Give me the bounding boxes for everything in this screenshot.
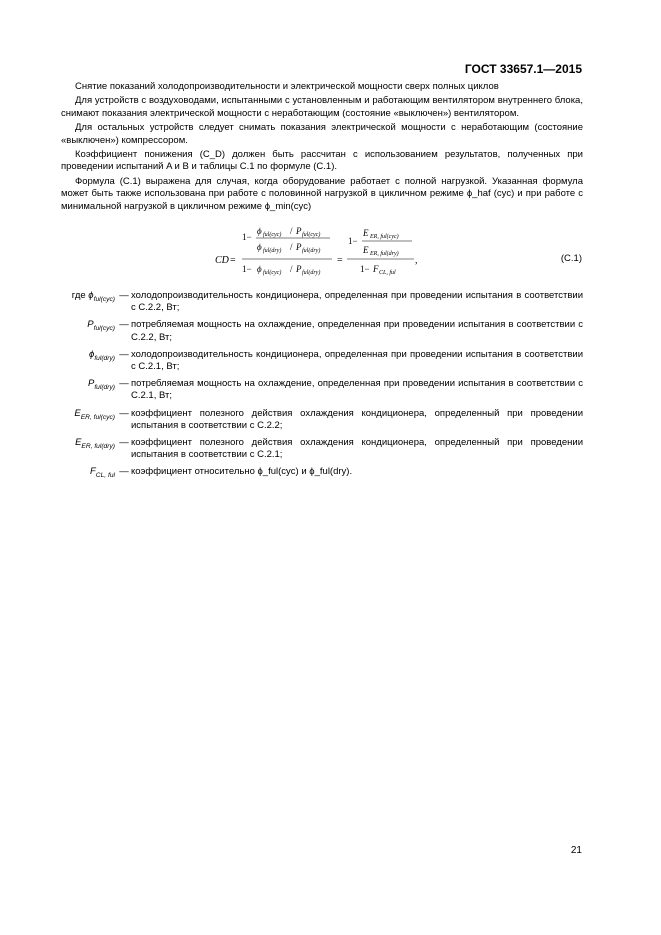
page-number: 21 — [570, 845, 582, 856]
formula-phi-cyc-bot: ϕ — [257, 264, 262, 274]
definition-text: коэффициент полезного действия охлаждения кондиционера, определенный при проведении испытания в соответствии с C.2.1; — [131, 437, 583, 461]
paragraph-5: Формула (C.1) выражена для случая, когда оборудование работает с полной нагрузкой. Указанная формула может быть также использована при работе с половинной нагрузкой в цикличном режиме ϕ_haf (cyc) и при работе с минимальной нагрузкой в цикличном режиме ϕ_min(cyc) — [61, 175, 583, 212]
formula-p-dry-bot: P — [296, 264, 302, 274]
definition-row — [41, 349, 583, 373]
document-header: ГОСТ 33657.1—2015 — [464, 62, 582, 76]
definition-text: холодопроизводительность кондиционера, определенная при проведении испытания в соответствии с C.2.2, Вт; — [131, 290, 583, 314]
formula-one-minus-1: 1− — [242, 232, 252, 242]
formula-lhs: CD — [215, 255, 229, 266]
formula-equals-2: = — [337, 255, 343, 266]
formula-p-cyc-top: P — [296, 226, 302, 236]
formula-p-dry-top-sub: ful(dry) — [302, 248, 321, 254]
definition-text: потребляемая мощность на охлаждение, определенная при проведении испытания в соответствии с C.2.1, Вт; — [131, 378, 583, 402]
definition-symbol: $F_{CL, ful}$ — [89, 466, 115, 480]
formula-slash-2: / — [290, 242, 293, 252]
formula-number: (C.1) — [560, 253, 582, 264]
definitions-list — [41, 290, 583, 488]
paragraph-1: Снятие показаний холодопроизводительности и электрической мощности сверх полных циклов — [75, 81, 499, 92]
paragraph-3: Для остальных устройств следует снимать показания электрической мощности с неработающим (состояние «выключен») компрессором. — [61, 122, 583, 146]
formula-e-cyc-sub: ER, ful(cyc) — [370, 234, 399, 240]
formula-phi-dry-top: ϕ — [257, 242, 262, 252]
formula-comma: , — [415, 255, 418, 266]
definition-symbol: $E_{ER, ful(dry)}$ — [75, 437, 115, 450]
formula-e-cyc: E — [363, 228, 369, 238]
formula-one-minus-2: 1− — [242, 264, 252, 274]
formula-one-minus-4: 1− — [360, 264, 370, 274]
paragraph-2: Для устройств с воздуховодами, испытанными с установленным и работающим вентилятором внутреннего блока, снимают показания электрической мощности с неработающим (состояние «выключен») вентилятором. — [61, 95, 583, 119]
formula-c1 — [210, 222, 590, 292]
definition-symbol: $E_{ER, ful(cyc)}$ — [74, 407, 115, 421]
definition-row — [41, 437, 583, 461]
definition-dash: — — [119, 290, 129, 301]
definition-dash: — — [119, 407, 129, 419]
definition-text: коэффициент относительно ϕ_ful(cyc) и ϕ_ful(dry). — [131, 466, 353, 478]
formula-one-minus-3: 1− — [348, 236, 358, 246]
formula-phi-cyc-top: ϕ — [257, 226, 262, 236]
formula-phi-cyc-bot-sub: ful(cyc) — [263, 270, 282, 276]
body-text — [61, 81, 583, 215]
definition-text: холодопроизводительность кондиционера, определенная при проведении испытания в соответствии с C.2.1, Вт; — [131, 348, 583, 373]
formula-equals-1: = — [230, 255, 236, 266]
definition-symbol: $P_{ful(cyc)}$ — [87, 319, 115, 333]
formula-slash-1: / — [290, 226, 293, 236]
definition-text: коэффициент полезного действия охлаждения кондиционера, определенный при проведении испытания в соответствии с C.2.2; — [131, 407, 583, 431]
definition-dash: — — [119, 319, 129, 331]
definition-dash: — — [119, 466, 129, 478]
formula-e-dry-sub: ER, ful(dry) — [370, 251, 399, 257]
formula-p-dry-bot-sub: ful(dry) — [302, 270, 321, 276]
paragraph-4: Коэффициент понижения (C_D) должен быть рассчитан с использованием результатов, полученных при проведении испытаний A и B и таблицы C.1 по формуле (C.1). — [61, 149, 583, 173]
formula-p-dry-top: P — [296, 242, 302, 252]
definition-dash: — — [119, 378, 129, 390]
formula-f-cl-sub: CL, ful — [379, 270, 396, 276]
definition-symbol: $\phi_{ful(dry)}$ — [89, 348, 115, 362]
definition-dash: — — [119, 348, 129, 360]
formula-f-cl: F — [373, 264, 379, 274]
definition-dash: — — [119, 437, 129, 449]
formula-e-dry: E — [363, 245, 369, 255]
formula-phi-dry-top-sub: ful(dry) — [263, 248, 282, 254]
definition-symbol: $P_{ful(dry)}$ — [87, 378, 115, 392]
definition-text: потребляемая мощность на охлаждение, определенная при проведении испытания в соответствии с C.2.2, Вт; — [131, 319, 583, 343]
formula-phi-cyc-top-sub: ful(cyc) — [263, 232, 282, 238]
definition-symbol: где $\phi_{ful(cyc)}$ — [71, 290, 115, 303]
definition-row — [41, 408, 583, 432]
definition-row — [41, 378, 583, 402]
formula-p-cyc-top-sub: ful(cyc) — [302, 232, 321, 238]
definition-row — [41, 466, 583, 482]
definition-row — [41, 319, 583, 343]
formula-slash-3: / — [290, 264, 293, 274]
definition-row — [41, 290, 583, 314]
